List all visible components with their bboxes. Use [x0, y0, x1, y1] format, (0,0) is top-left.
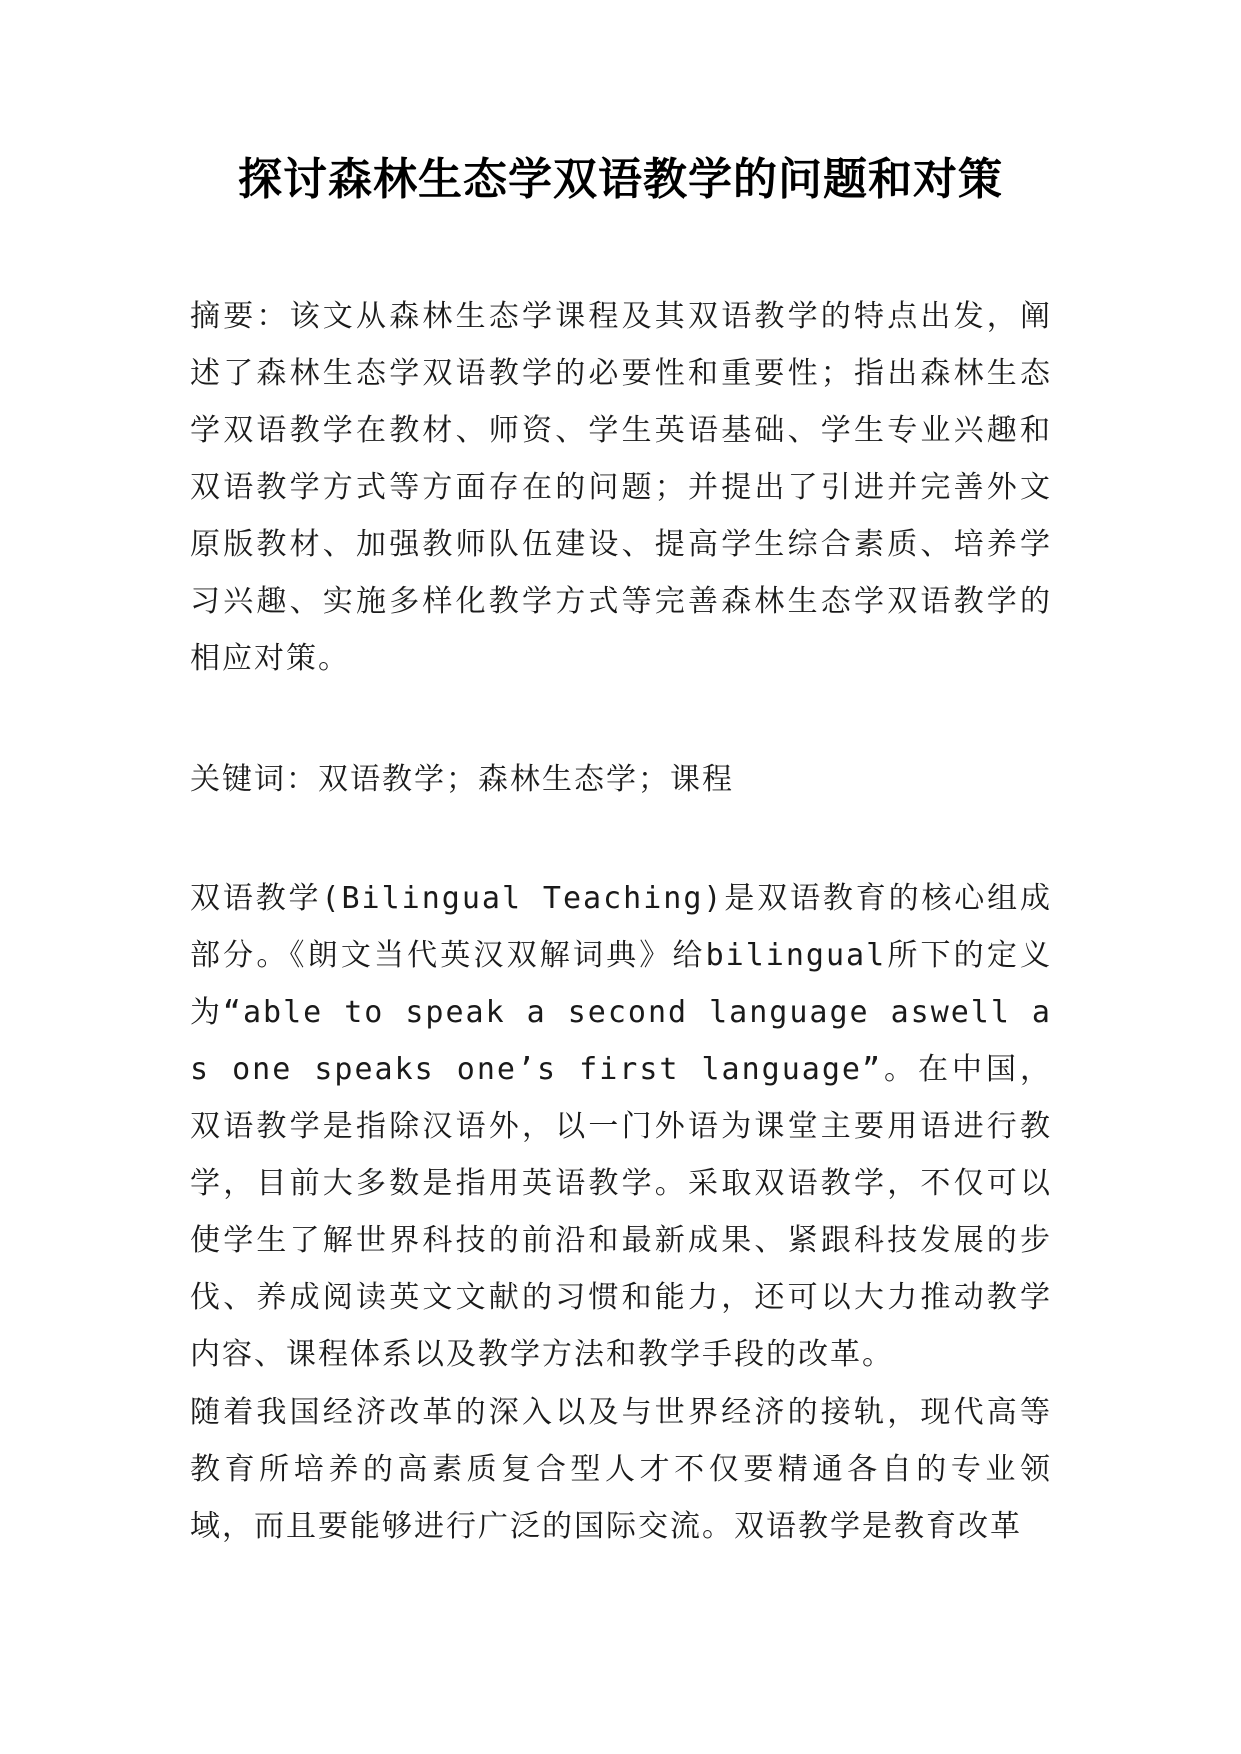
page-title: 探讨森林生态学双语教学的问题和对策	[238, 154, 1003, 205]
keywords-label: 关键词：	[190, 762, 318, 797]
body-paragraph: 随着我国经济改革的深入以及与世界经济的接轨，现代高等教育所培养的高素质复合型人才不仅要精通各自的专业领域，而且要能够进行广泛的国际交流。双语教学是教育改革	[190, 1395, 1052, 1544]
keywords-text: 双语教学；森林生态学；课程	[318, 762, 734, 797]
abstract-paragraph	[190, 288, 1052, 687]
keywords-paragraph	[190, 751, 1052, 808]
body-paragraph: 双语教学(Bilingual Teaching)是双语教育的核心组成部分。《朗文当代英汉双解词典》给bilingual所下的定义为“able to speak a second language aswell as one speaks one’s first language”。在中国，双语教学是指除汉语外，以一门外语为课堂主要用语进行教学，目前大多数是指用英语教学。采取双语教学，不仅可以使学生了解世界科技的前沿和最新成果、紧跟科技发展的步伐、养成阅读英文文献的习惯和能力，还可以大力推动教学内容、课程体系以及教学方法和教学手段的改革。	[190, 881, 1052, 1372]
abstract-text: 该文从森林生态学课程及其双语教学的特点出发，阐述了森林生态学双语教学的必要性和重要性；指出森林生态学双语教学在教材、师资、学生英语基础、学生专业兴趣和双语教学方式等方面存在的问题；并提出了引进并完善外文原版教材、加强教师队伍建设、提高学生综合素质、培养学习兴趣、实施多样化教学方式等完善森林生态学双语教学的相应对策。	[190, 299, 1053, 676]
abstract-label: 摘要：	[190, 299, 290, 334]
